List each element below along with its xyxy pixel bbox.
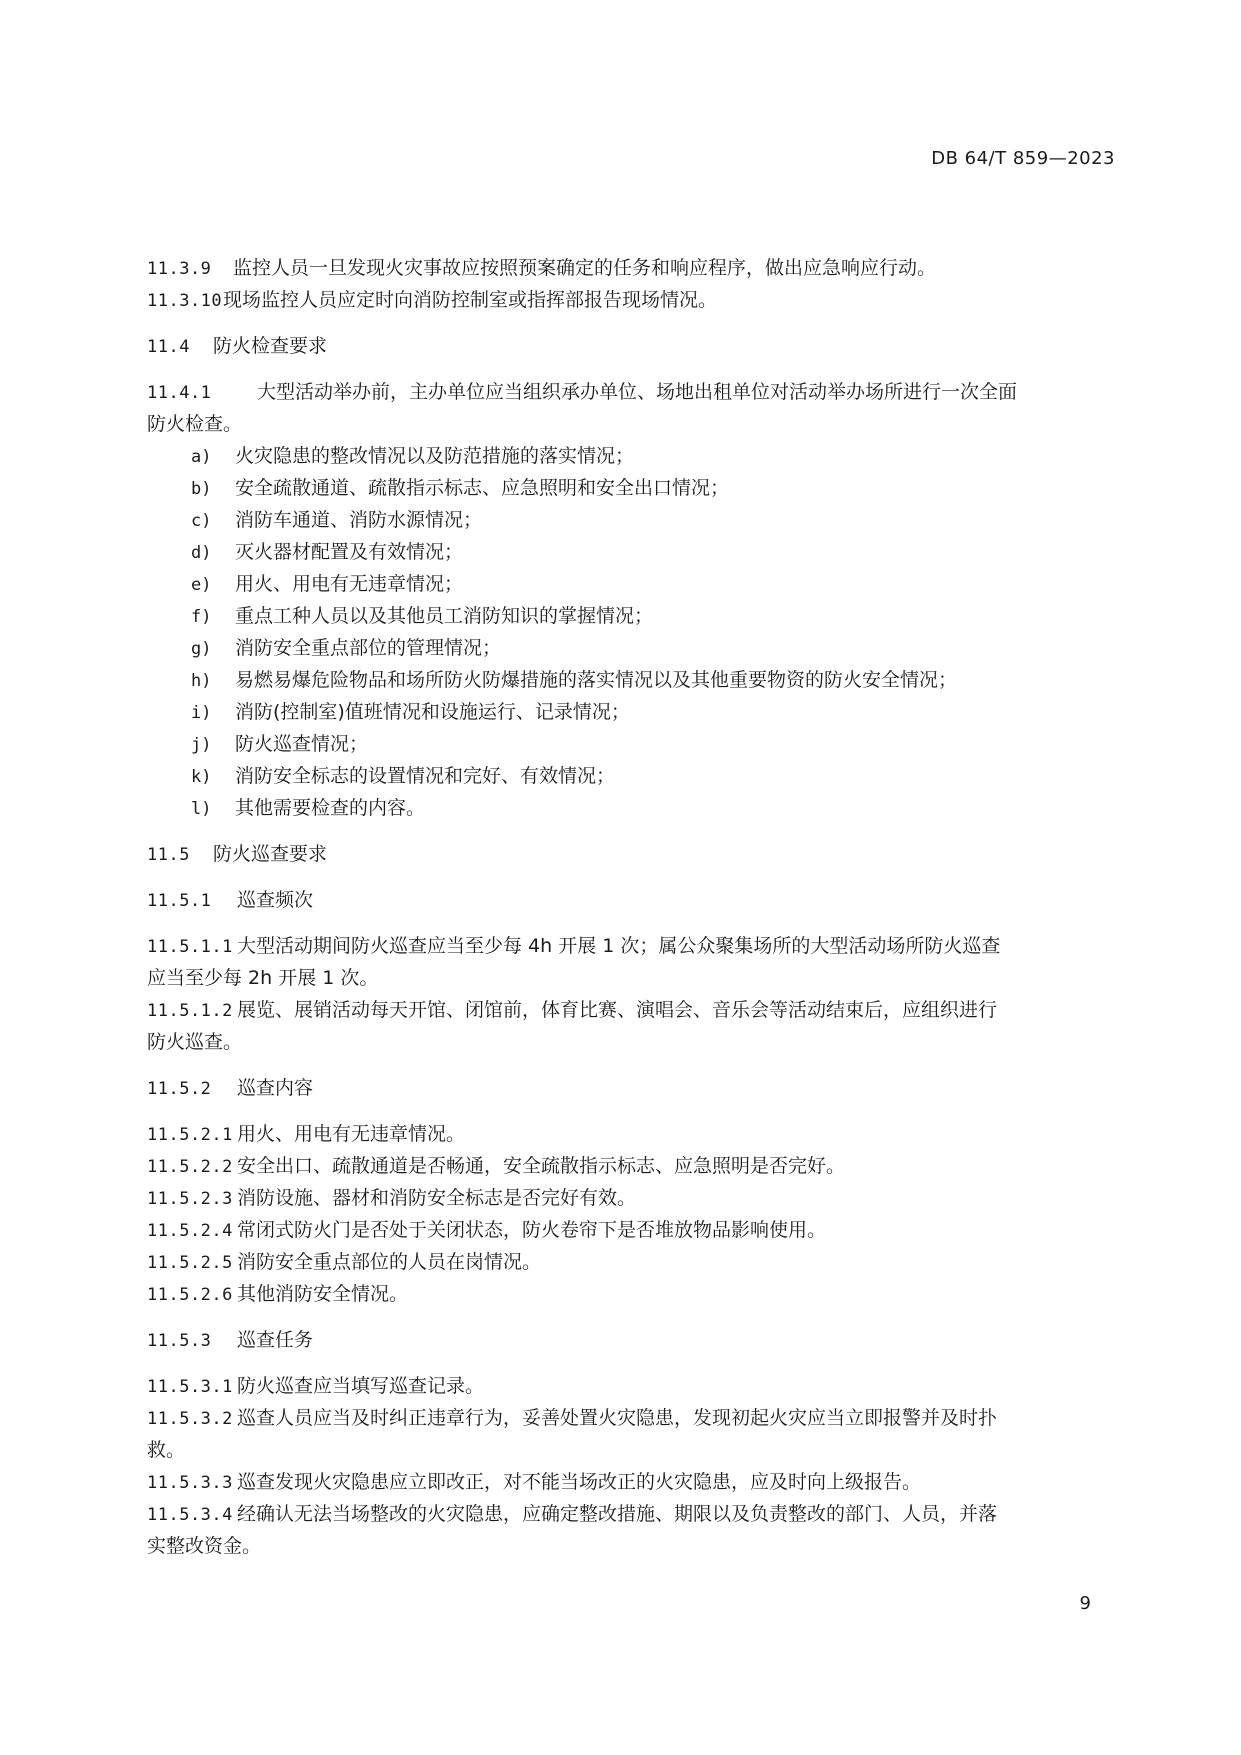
clause-text: 用火、用电有无违章情况。 [237,1123,466,1145]
list-marker: b) [191,479,212,499]
clause-text: 大型活动期间防火巡查应当至少每 4h 开展 1 次；属公众聚集场所的大型活动场所防火巡查 [237,935,1001,957]
list-item [147,536,1112,568]
clause-number: 11.5.3.4 [147,1505,233,1525]
clause-text: 监控人员一旦发现火灾事故应按照预案确定的任务和响应程序，做出应急响应行动。 [233,257,937,279]
list-marker: c) [191,511,212,531]
clause-continuation: 防火巡查。 [147,1031,243,1053]
spacer [147,362,1112,376]
subsection-title: 巡查频次 [237,889,314,911]
spacer [147,916,1112,930]
clause-number: 11.5.3.1 [147,1377,233,1397]
section-heading-11-4 [147,330,1112,362]
spacer [147,824,1112,838]
list-item [147,632,1112,664]
subsection-heading-11-5-1 [147,884,1112,916]
list-item [147,760,1112,792]
list-text: 重点工种人员以及其他员工消防知识的掌握情况； [235,605,654,627]
list-text: 消防安全重点部位的管理情况； [235,637,502,659]
list-text: 消防安全标志的设置情况和完好、有效情况； [235,765,616,787]
subsection-title: 巡查任务 [237,1329,314,1351]
list-text: 灭火器材配置及有效情况； [235,541,464,563]
clause-text: 消防安全重点部位的人员在岗情况。 [237,1251,542,1273]
list-item [147,472,1112,504]
list-item [147,792,1112,824]
list-marker: g) [191,639,212,659]
subsection-title: 巡查内容 [237,1077,314,1099]
list-item [147,664,1112,696]
document-body [147,252,1112,1562]
clause-number: 11.5.2.2 [147,1157,233,1177]
list-marker: j) [191,735,212,755]
subsection-number: 11.5.1 [147,891,212,911]
subsection-heading-11-5-2 [147,1072,1112,1104]
clause-number: 11.3.10 [147,291,223,311]
clause-continuation: 应当至少每 2h 开展 1 次。 [147,967,379,989]
clause-text: 大型活动举办前，主办单位应当组织承办单位、场地出租单位对活动举办场所进行一次全面 [257,381,1018,403]
list-item [147,728,1112,760]
clause-11-3-9 [147,252,1112,284]
clause-11-5-3-3 [147,1466,1112,1498]
clause-number: 11.5.1.1 [147,937,233,957]
page-number: 9 [1079,1593,1091,1614]
list-text: 消防(控制室)值班情况和设施运行、记录情况； [235,701,630,723]
spacer [147,1104,1112,1118]
clause-text: 安全出口、疏散通道是否畅通，安全疏散指示标志、应急照明是否完好。 [237,1155,846,1177]
clause-11-5-1-1 [147,930,1112,962]
clause-text: 巡查人员应当及时纠正违章行为，妥善处置火灾隐患，发现初起火灾应当立即报警并及时扑 [237,1407,998,1429]
clause-11-5-2-6 [147,1278,1112,1310]
clause-text: 巡查发现火灾隐患应立即改正，对不能当场改正的火灾隐患，应及时向上级报告。 [237,1471,922,1493]
clause-text: 其他消防安全情况。 [237,1283,409,1305]
list-marker: a) [191,447,212,467]
spacer [147,316,1112,330]
spacer [147,1058,1112,1072]
clause-number: 11.5.2.6 [147,1285,233,1305]
list-marker: h) [191,671,212,691]
section-heading-11-5 [147,838,1112,870]
clause-11-5-2-1 [147,1118,1112,1150]
spacer [147,870,1112,884]
clause-number: 11.3.9 [147,259,212,279]
list-text: 消防车通道、消防水源情况； [235,509,483,531]
clause-number: 11.5.3.3 [147,1473,233,1493]
list-marker: l) [191,799,212,819]
clause-number: 11.5.2.4 [147,1221,233,1241]
list-text: 火灾隐患的整改情况以及防范措施的落实情况； [235,445,635,467]
clause-11-5-3-2 [147,1402,1112,1434]
clause-continuation: 实整改资金。 [147,1535,262,1557]
spacer [147,1356,1112,1370]
clause-11-5-3-1 [147,1370,1112,1402]
list-item [147,696,1112,728]
spacer [147,1310,1112,1324]
list-text: 其他需要检查的内容。 [235,797,426,819]
list-text: 用火、用电有无违章情况； [235,573,464,595]
clause-text: 现场监控人员应定时向消防控制室或指挥部报告现场情况。 [223,289,718,311]
clause-text: 常闭式防火门是否处于关闭状态，防火卷帘下是否堆放物品影响使用。 [237,1219,827,1241]
section-title: 防火巡查要求 [213,843,328,865]
clause-11-5-2-3 [147,1182,1112,1214]
clause-number: 11.5.2.3 [147,1189,233,1209]
section-number: 11.4 [147,337,190,357]
list-marker: e) [191,575,212,595]
clause-11-5-1-2 [147,994,1112,1026]
list-marker: k) [191,767,212,787]
list-marker: i) [191,703,212,723]
clause-text: 消防设施、器材和消防安全标志是否完好有效。 [237,1187,637,1209]
list-text: 防火巡查情况； [235,733,369,755]
clause-11-4-1 [147,376,1112,408]
list-item [147,600,1112,632]
list-text: 安全疏散通道、疏散指示标志、应急照明和安全出口情况； [235,477,730,499]
clause-number: 11.5.2.1 [147,1125,233,1145]
subsection-number: 11.5.3 [147,1331,212,1351]
clause-11-5-3-4 [147,1498,1112,1530]
list-item [147,440,1112,472]
clause-number: 11.5.1.2 [147,1001,233,1021]
document-code: DB 64/T 859—2023 [931,148,1115,169]
list-item [147,568,1112,600]
list-item [147,504,1112,536]
clause-11-5-2-5 [147,1246,1112,1278]
clause-text: 展览、展销活动每天开馆、闭馆前，体育比赛、演唱会、音乐会等活动结束后，应组织进行 [237,999,998,1021]
section-title: 防火检查要求 [213,335,328,357]
list-text: 易燃易爆危险物品和场所防火防爆措施的落实情况以及其他重要物资的防火安全情况； [235,669,958,691]
section-number: 11.5 [147,845,190,865]
clause-text: 经确认无法当场整改的火灾隐患，应确定整改措施、期限以及负责整改的部门、人员，并落 [237,1503,998,1525]
clause-continuation: 救。 [147,1439,186,1461]
clause-continuation: 防火检查。 [147,413,243,435]
clause-text: 防火巡查应当填写巡查记录。 [237,1375,485,1397]
subsection-heading-11-5-3 [147,1324,1112,1356]
clause-number: 11.5.3.2 [147,1409,233,1429]
clause-11-5-2-2 [147,1150,1112,1182]
clause-11-5-2-4 [147,1214,1112,1246]
list-marker: d) [191,543,212,563]
clause-number: 11.5.2.5 [147,1253,233,1273]
clause-11-3-10 [147,284,1112,316]
list-marker: f) [191,607,212,627]
subsection-number: 11.5.2 [147,1079,212,1099]
clause-number: 11.4.1 [147,383,212,403]
